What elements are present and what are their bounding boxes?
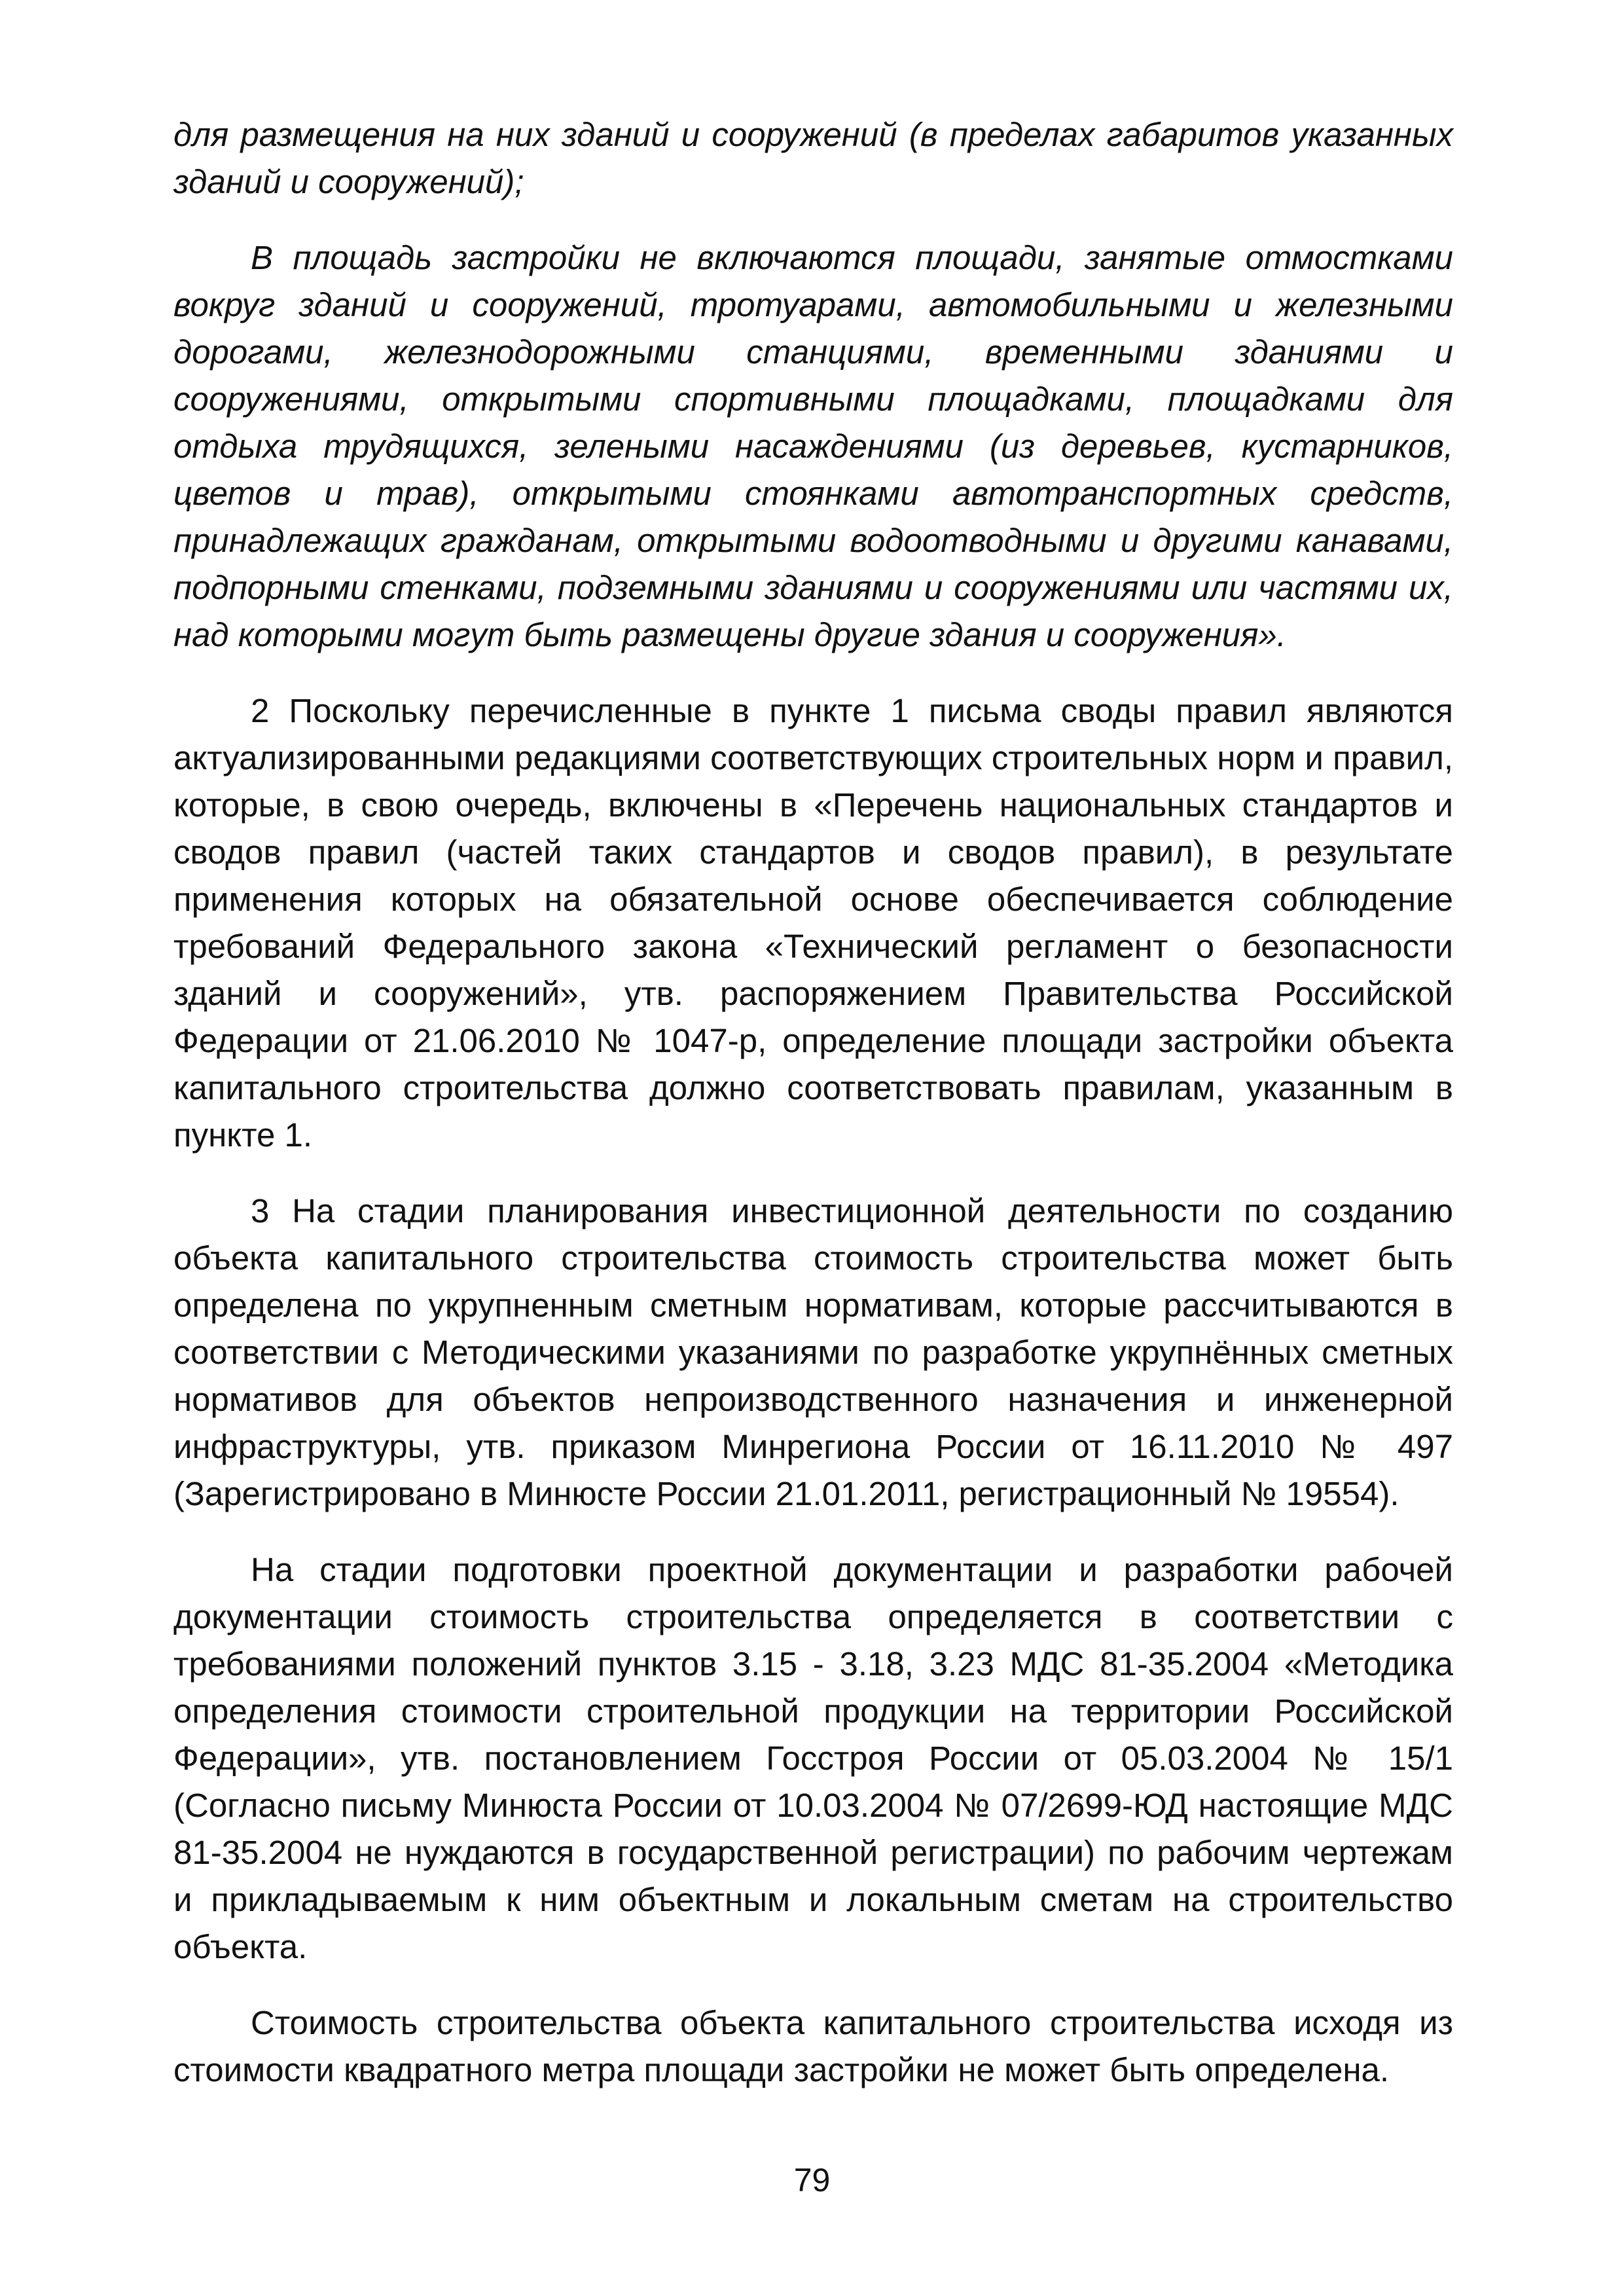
document-body — [173, 111, 1453, 2094]
paragraph-design-documentation-cost: На стадии подготовки проектной документации и разработки рабочей документации стоимость строительства определяется в соответствии с требованиями положений пунктов 3.15 - 3.18, 3.23 МДС 81-35.2004 «Методика определения стоимости строительной продукции на территории Российской Федерации», утв. постановлением Госстроя России от 05.03.2004 № 15/1 (Согласно письму Минюста России от 10.03.2004 № 07/2699-ЮД настоящие МДС 81-35.2004 не нуждаются в государственной регистрации) по рабочим чертежам и прикладываемым к ним объектным и локальным сметам на строительство объекта. — [173, 1551, 1453, 1965]
page-number: 79 — [793, 2162, 831, 2198]
paragraph-area-exclusions: В площадь застройки не включаются площади, занятые отмостками вокруг зданий и сооружений, тротуарами, автомобильными и железными дорогами, железнодорожными станциями, временными зданиями и сооружениями, открытыми спортивными площадками, площадками для отдыха трудящихся, зелеными насаждениями (из деревьев, кустарников, цветов и трав), открытыми стоянками автотранспортных средств, принадлежащих гражданам, открытыми водоотводными и другими канавами, подпорными стенками, подземными зданиями и сооружениями или частями их, над которыми могут быть размещены другие здания и сооружения». — [173, 239, 1453, 653]
paragraph-item-3-cost-planning: 3 На стадии планирования инвестиционной деятельности по созданию объекта капитального строительства стоимость строительства может быть определена по укрупненным сметным нормативам, которые рассчитываются в соответствии с Методическими указаниями по разработке укрупнённых сметных нормативов для объектов непроизводственного назначения и инженерной инфраструктуры, утв. приказом Минрегиона России от 16.11.2010 № 497 (Зарегистрировано в Минюсте России 21.01.2011, регистрационный № 19554). — [173, 1192, 1453, 1512]
paragraph-item-2-codes-of-practice: 2 Поскольку перечисленные в пункте 1 письма своды правил являются актуализированными редакциями соответствующих строительных норм и правил, которые, в свою очередь, включены в «Перечень национальных стандартов и сводов правил (частей таких стандартов и сводов правил), в результате применения которых на обязательной основе обеспечивается соблюдение требований Федерального закона «Технический регламент о безопасности зданий и сооружений», утв. распоряжением Правительства Российской Федерации от 21.06.2010 № 1047-р, определение площади застройки объекта капитального строительства должно соответствовать правилам, указанным в пункте 1. — [173, 692, 1453, 1154]
paragraph-cost-per-square-meter: Стоимость строительства объекта капитального строительства исходя из стоимости квадратного метра площади застройки не может быть определена. — [173, 2004, 1453, 2088]
paragraph-building-placement: для размещения на них зданий и сооружений (в пределах габаритов указанных зданий и сооружений); — [173, 116, 1453, 200]
